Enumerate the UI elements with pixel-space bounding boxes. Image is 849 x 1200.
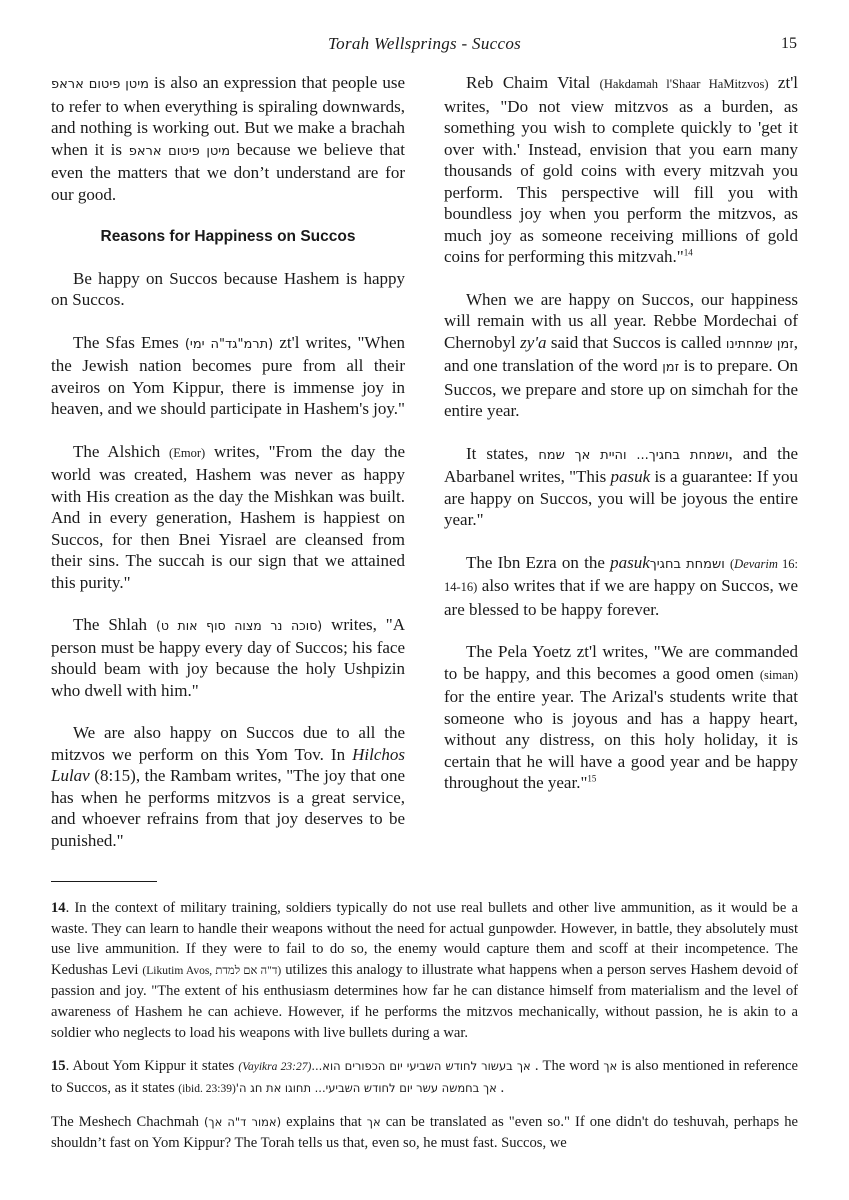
source-citation: Devarim [734, 556, 778, 571]
footnote-ref: 14 [683, 247, 693, 258]
footnote-14: 14. In the context of military training, soldiers typically do not use real bullets and other live ammunition, as it would be a waste. They can learn to handle their weapons without the need for actual gunpowder. However, in battle, they absolutely must use live ammunition. If they were to fail to do so, the enemy would capture them and scoff at their incompetence. The Kedushas Levi (Likutim Avos, ד"ה אם למדת) utilizes this analogy to illustrate what happens when a person serves Hashem devoid of passion and joy. "The extent of his enthusiasm determines how far he can distance himself from materialism and the level of awareness of Hashem he can achieve. However, if he performs the mitzvos mechanically, without passion, he is akin to a soldier who neglects to load his weapons with live bullets during a war. [51, 900, 798, 1041]
hebrew-text: זמן שמחתינו [725, 336, 794, 352]
paragraph: When we are happy on Succos, our happiness will remain with us all year. Rebbe Mordechai of Chernobyl zy'a said that Succos is called זמן שמחתינו, and one translation of the word זמן is to prepare. On Succos, we prepare and store up on simchah for the entire year. [444, 289, 798, 420]
paragraph: Be happy on Succos because Hashem is happy on Succos. [51, 268, 405, 309]
paragraph: מיטן פיטום אראפ is also an expression that people use to refer to when everything is spiraling downwards, and nothing is working out. But we make a brachah when it is מיטן פיטום אראפ because we believe that even the matters that we don’t understand are for our good. [51, 73, 406, 204]
hebrew-text: ושמחת בחגיך... והיית אך שמח [538, 447, 729, 463]
paragraph: The Alshich (Emor) writes, "From the day the world was created, Hashem was never as happy with His creation as the day the Mishkan was built. And in every generation, Hashem is happiest on Succos, for then Bnei Yisrael are cleansed from their sins. The succah is our sign that we attained this purity." [51, 441, 405, 592]
hebrew-text: מיטן פיטום אראפ [128, 143, 231, 159]
footnote-ref: 15 [587, 773, 597, 784]
source-citation: (ibid. 23:39) [178, 1082, 236, 1095]
page-header [0, 34, 849, 58]
footnote-number: 15 [51, 1058, 66, 1075]
source-citation: (תרמ"גד"ה ימי) [184, 336, 274, 352]
source-citation: (Emor) [169, 445, 206, 460]
footnote-15: 15. About Yom Kippur it states (Vayikra 23:27) אך בעשור לחודש השביעי יום הכפורים הוא.... The word אך is also mentioned in reference to Succos, as it states (ibid. 23:39) אך בחמשה עשר יום לחודש השביעי... תחוגו את חג ה'. [51, 1058, 799, 1096]
paragraph: The Sfas Emes (תרמ"גד"ה ימי) zt'l writes, "When the Jewish nation becomes pure from all their aveiros on Yom Kippur, there is immense joy in heaven, and we should participate in Hashem's joy." [51, 332, 405, 418]
running-title: Torah Wellsprings - Succos [327, 34, 522, 53]
source-citation: (Vayikra 23:27) [238, 1061, 312, 1074]
hebrew-text: מיטן פיטום אראפ [51, 77, 149, 92]
right-column [444, 72, 798, 815]
paragraph: The Pela Yoetz zt'l writes, "We are commanded to be happy, and this becomes a good omen (siman) for the entire year. The Arizal's students write that someone who is joyous and has a happy heart, without any distress, on this holy holiday, it is certain that he will have a good year and be happy throughout the year."$^{15}$ [444, 642, 798, 792]
page-number: 15 [781, 35, 797, 52]
footnote-number: 14 [51, 900, 66, 916]
hebrew-text: זמן [662, 360, 680, 375]
paragraph: The Ibn Ezra on the pasukושמחת בחגיך (Devarim 16: 14-16) also writes that if we are happy on Succos, we are blessed to be happy forever. [444, 552, 798, 619]
source-citation: (סוכה נר מצוה סוף אות ט) [155, 618, 323, 633]
source-citation: (Hakdamah l'Shaar HaMitzvos) [599, 77, 769, 91]
source-citation: (Likutim Avos, ד"ה אם למדת) [142, 964, 282, 977]
hebrew-text: אך בחמשה עשר יום לחודש השביעי... תחוגו את חג ה' [235, 1080, 501, 1095]
hebrew-text: אך [603, 1059, 618, 1074]
footnotes [51, 898, 798, 1167]
hebrew-text: ושמחת בחגיך [649, 556, 725, 572]
paragraph: Reb Chaim Vital (Hakdamah l'Shaar HaMitzvos) zt'l writes, "Do not view mitzvos as a burden, as something you wish to complete quickly to 'get it over with.' Instead, envision that you earn many thousands of gold coins with every mitzvah you perform. This perspective will fill you with boundless joy when you perform the mitzvos, as much joy as someone receiving millions of gold coins for performing this mitzvah."$^{14}$ [444, 73, 798, 266]
source-citation: (siman) [759, 667, 798, 682]
section-heading: Reasons for Happiness on Succos [100, 228, 356, 245]
footnote-divider [51, 881, 157, 882]
left-column [51, 72, 405, 872]
footnote-15-continued: The Meshech Chachmah (אמור ד"ה אך) explains that אך can be translated as "even so." If one didn't do teshuvah, perhaps he shouldn’t fast on Yom Kippur? The Torah tells us that, even so, he must fast. Succos, we [51, 1114, 798, 1151]
hebrew-text: אך [366, 1115, 381, 1130]
paragraph: It states, ושמחת בחגיך... והיית אך שמח, and the Abarbanel writes, "This pasuk is a guarantee: If you are happy on Succos, you will be joyous the entire year." [444, 443, 798, 529]
source-citation: (אמור ד"ה אך) [203, 1115, 282, 1130]
paragraph: The Shlah (סוכה נר מצוה סוף אות ט) writes, "A person must be happy every day of Succos; his face should beam with joy because the holy Ushpizin who dwell with him." [51, 615, 405, 700]
paragraph: We are also happy on Succos due to all the mitzvos we perform on this Yom Tov. In Hilchos Lulav (8:15), the Rambam writes, "The joy that one has when he performs mitzvos is a great service, and whoever refrains from that joy deserves to be punished." [51, 723, 405, 850]
hebrew-text: אך בעשור לחודש השביעי יום הכפורים הוא... [311, 1059, 535, 1074]
